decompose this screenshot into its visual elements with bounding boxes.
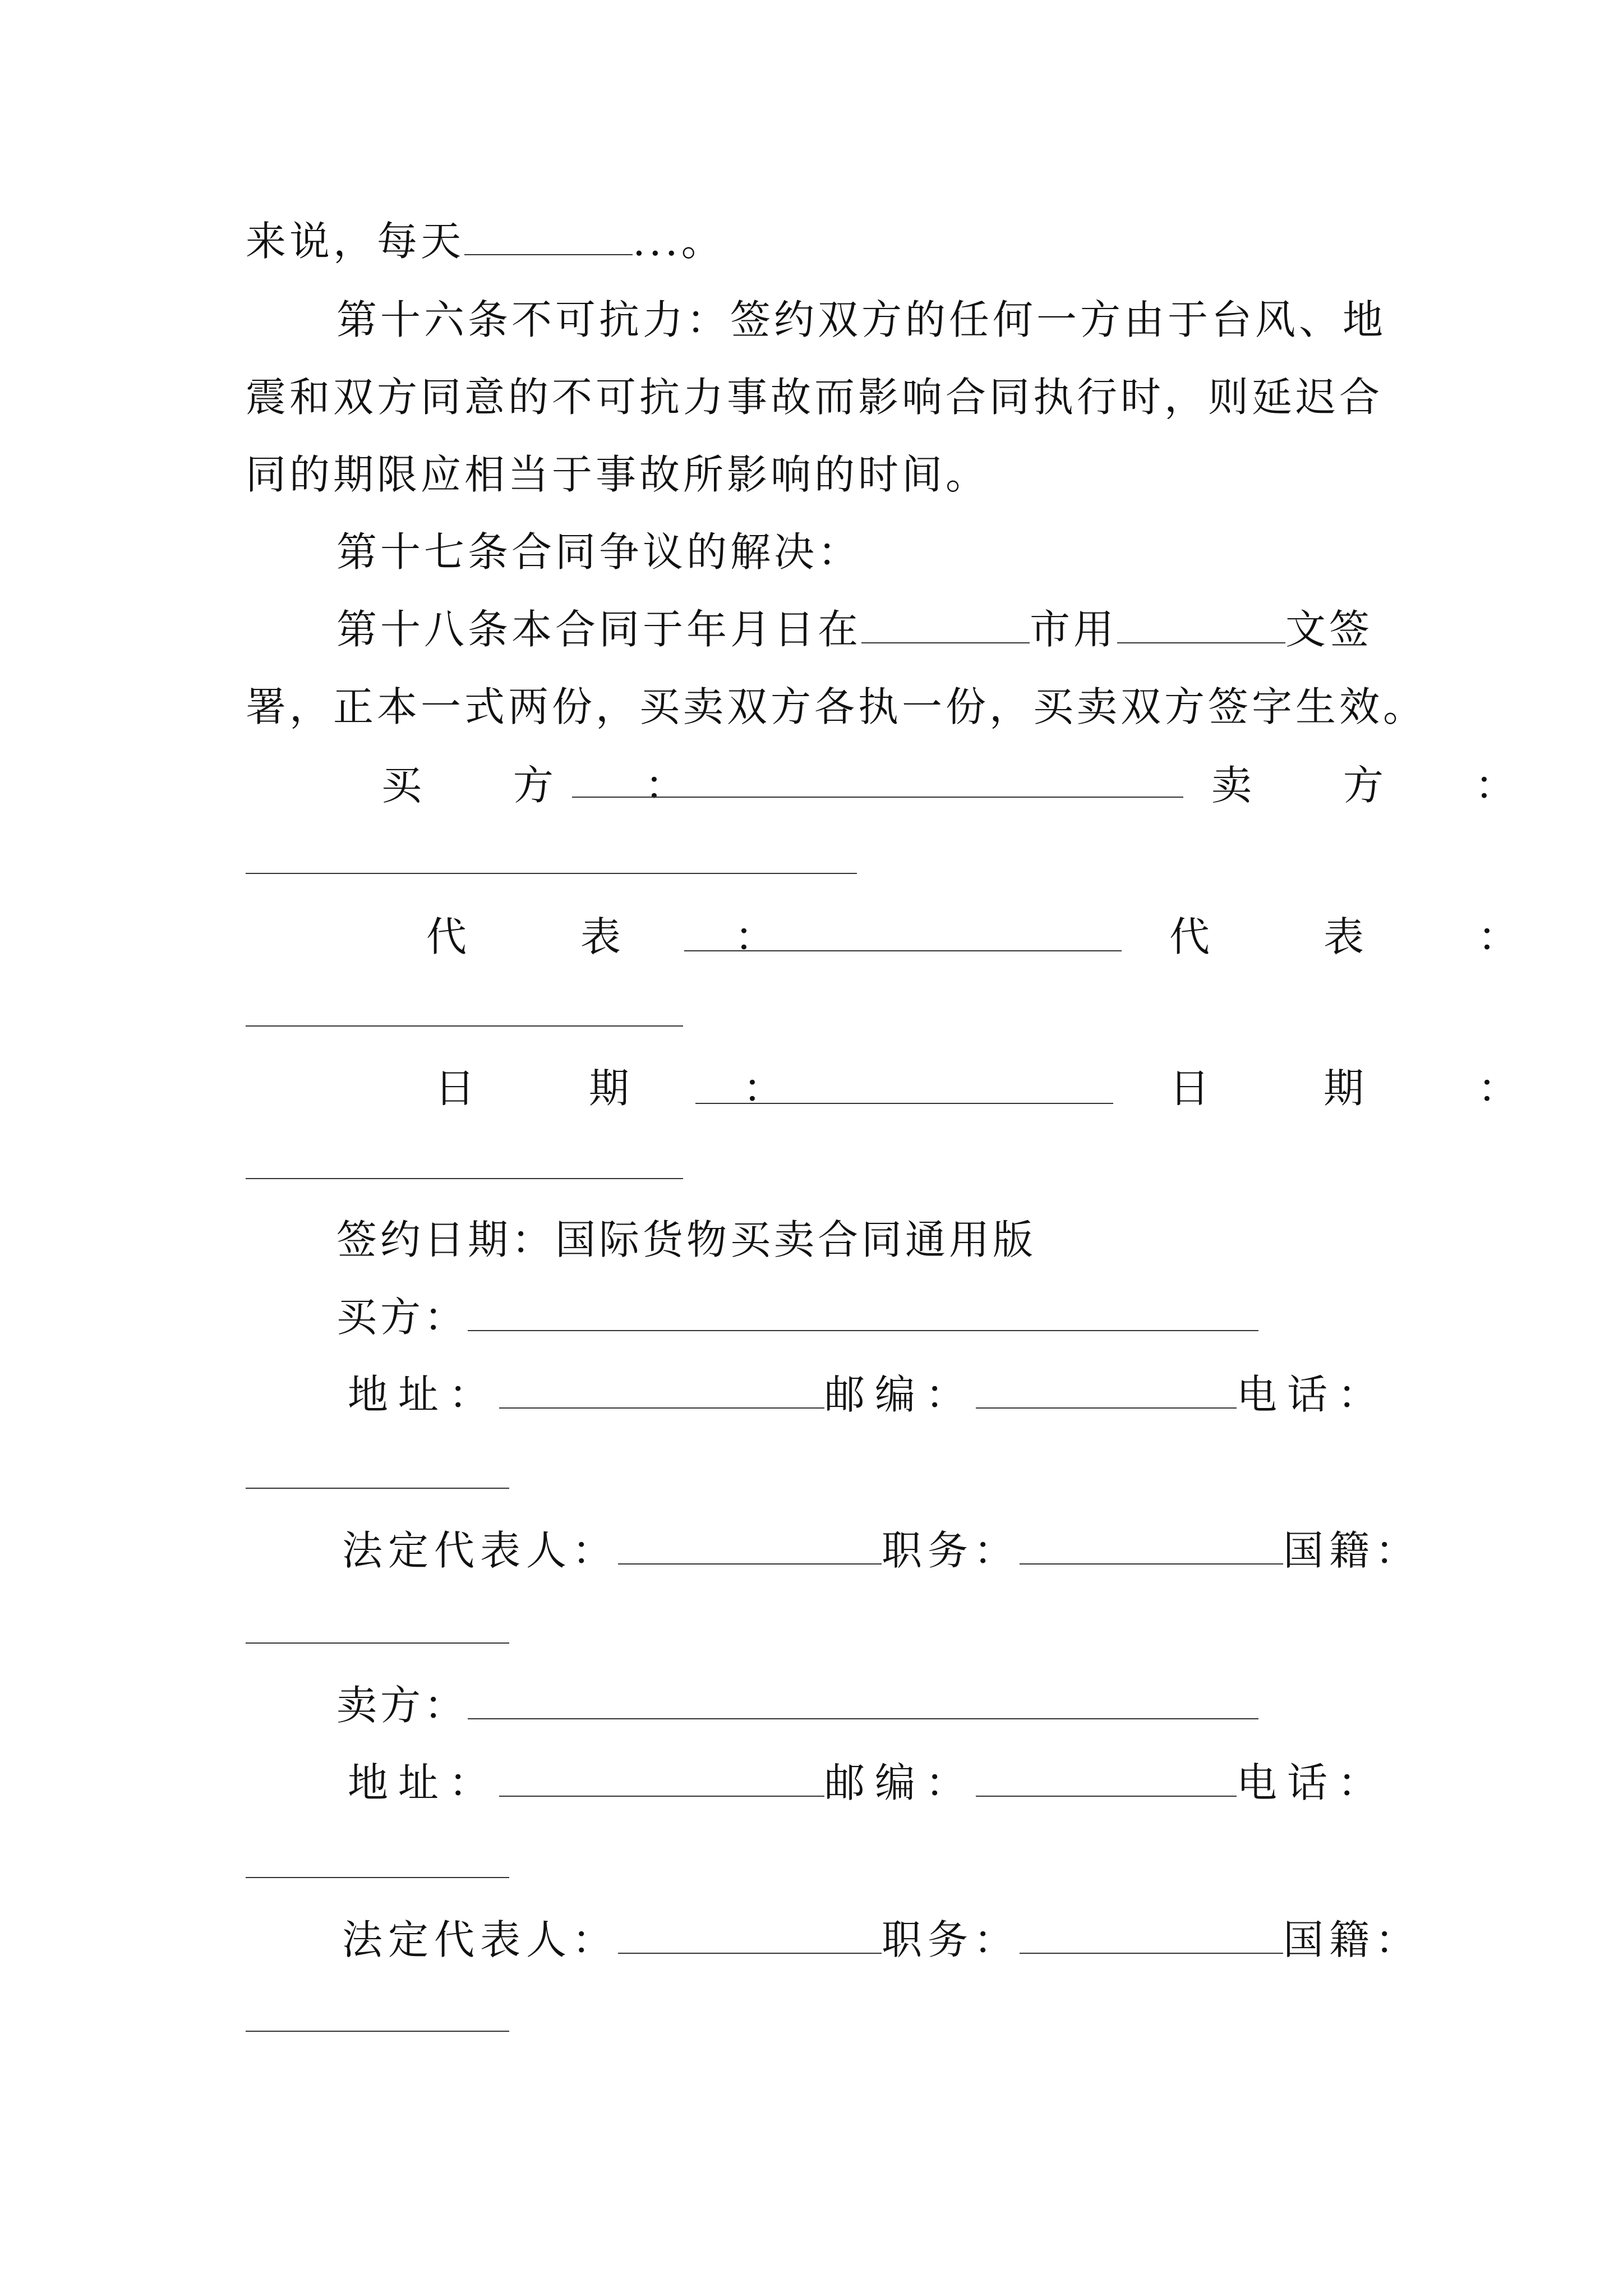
buyer-signature-line — [572, 797, 1183, 798]
date-line-left — [695, 1103, 1113, 1104]
blank-field — [976, 1373, 1237, 1409]
date-label-right: 日 期 ： — [1169, 1065, 1569, 1112]
blank-field — [618, 1918, 882, 1954]
rep-signature-line-left — [684, 950, 1122, 951]
blank-field — [499, 1761, 824, 1797]
blank-field — [499, 1373, 824, 1409]
buyer-legal-rep-line — [342, 1522, 1421, 1579]
position-label: 职务： — [882, 1527, 1020, 1574]
phone-label: 电话： — [1237, 1371, 1389, 1418]
article-16-line: 震和双方同意的不可抗力事故而影响合同执行时，则延迟合 — [246, 374, 1384, 421]
rep-label-left: 代 表 ： — [426, 913, 826, 960]
article-16-line: 第十六条不可抗力：签约双方的任何一方由于台风、地 — [336, 296, 1387, 343]
rep-label-right: 代 表 ： — [1169, 913, 1569, 960]
text-span: 文签 — [1285, 606, 1373, 653]
position-label: 职务： — [882, 1916, 1020, 1963]
paragraph-line — [246, 213, 725, 269]
legal-rep-label: 法定代表人： — [342, 1916, 619, 1963]
signing-date-title: 签约日期：国际货物买卖合同通用版 — [336, 1216, 1037, 1263]
blank-field — [1117, 608, 1285, 643]
article-18-line: 署，正本一式两份，买卖双方各执一份，买卖双方签字生效。 — [246, 683, 1427, 730]
phone-blank-line — [246, 1877, 509, 1878]
seller-label: 卖 方 ： — [1211, 762, 1555, 809]
seller-label: 卖方： — [336, 1682, 468, 1729]
blank-field — [976, 1761, 1237, 1797]
rep-signature-line-right — [246, 1025, 683, 1027]
blank-field — [1020, 1918, 1283, 1954]
buyer-label: 买方： — [336, 1294, 468, 1341]
phone-blank-line — [246, 1488, 509, 1489]
buyer-address-line — [348, 1366, 1388, 1423]
seller-signature-line — [246, 873, 857, 874]
nationality-label: 国籍： — [1283, 1527, 1422, 1574]
address-label: 地址： — [348, 1371, 500, 1418]
nationality-blank-line — [246, 2031, 509, 2032]
blank-field — [1020, 1529, 1283, 1565]
text-span: ...。 — [633, 218, 725, 265]
legal-rep-label: 法定代表人： — [342, 1527, 619, 1574]
nationality-blank-line — [246, 1642, 509, 1644]
date-label-left: 日 期 ： — [435, 1065, 834, 1112]
buyer-label: 买 方 ： — [381, 762, 725, 809]
seller-line — [336, 1677, 1258, 1733]
text-span: 第十八条本合同于年月日在 — [336, 606, 862, 653]
seller-legal-rep-line — [342, 1912, 1421, 1968]
buyer-line — [336, 1289, 1258, 1345]
article-16-line: 同的期限应相当于事故所影响的时间。 — [246, 451, 990, 498]
blank-field — [468, 1683, 1258, 1719]
blank-field — [468, 1295, 1258, 1331]
blank-field — [861, 608, 1030, 643]
date-line-right — [246, 1178, 683, 1179]
postcode-label: 邮编： — [824, 1371, 976, 1418]
seller-address-line — [348, 1755, 1388, 1811]
postcode-label: 邮编： — [824, 1759, 976, 1806]
phone-label: 电话： — [1237, 1759, 1389, 1806]
text-span: 市用 — [1030, 606, 1118, 653]
blank-field — [618, 1529, 882, 1565]
article-18-line — [336, 601, 1373, 657]
nationality-label: 国籍： — [1283, 1916, 1422, 1963]
blank-field — [464, 219, 633, 255]
text-span: 来说，每天 — [246, 218, 465, 265]
article-17: 第十七条合同争议的解决： — [336, 528, 862, 576]
address-label: 地址： — [348, 1759, 500, 1806]
